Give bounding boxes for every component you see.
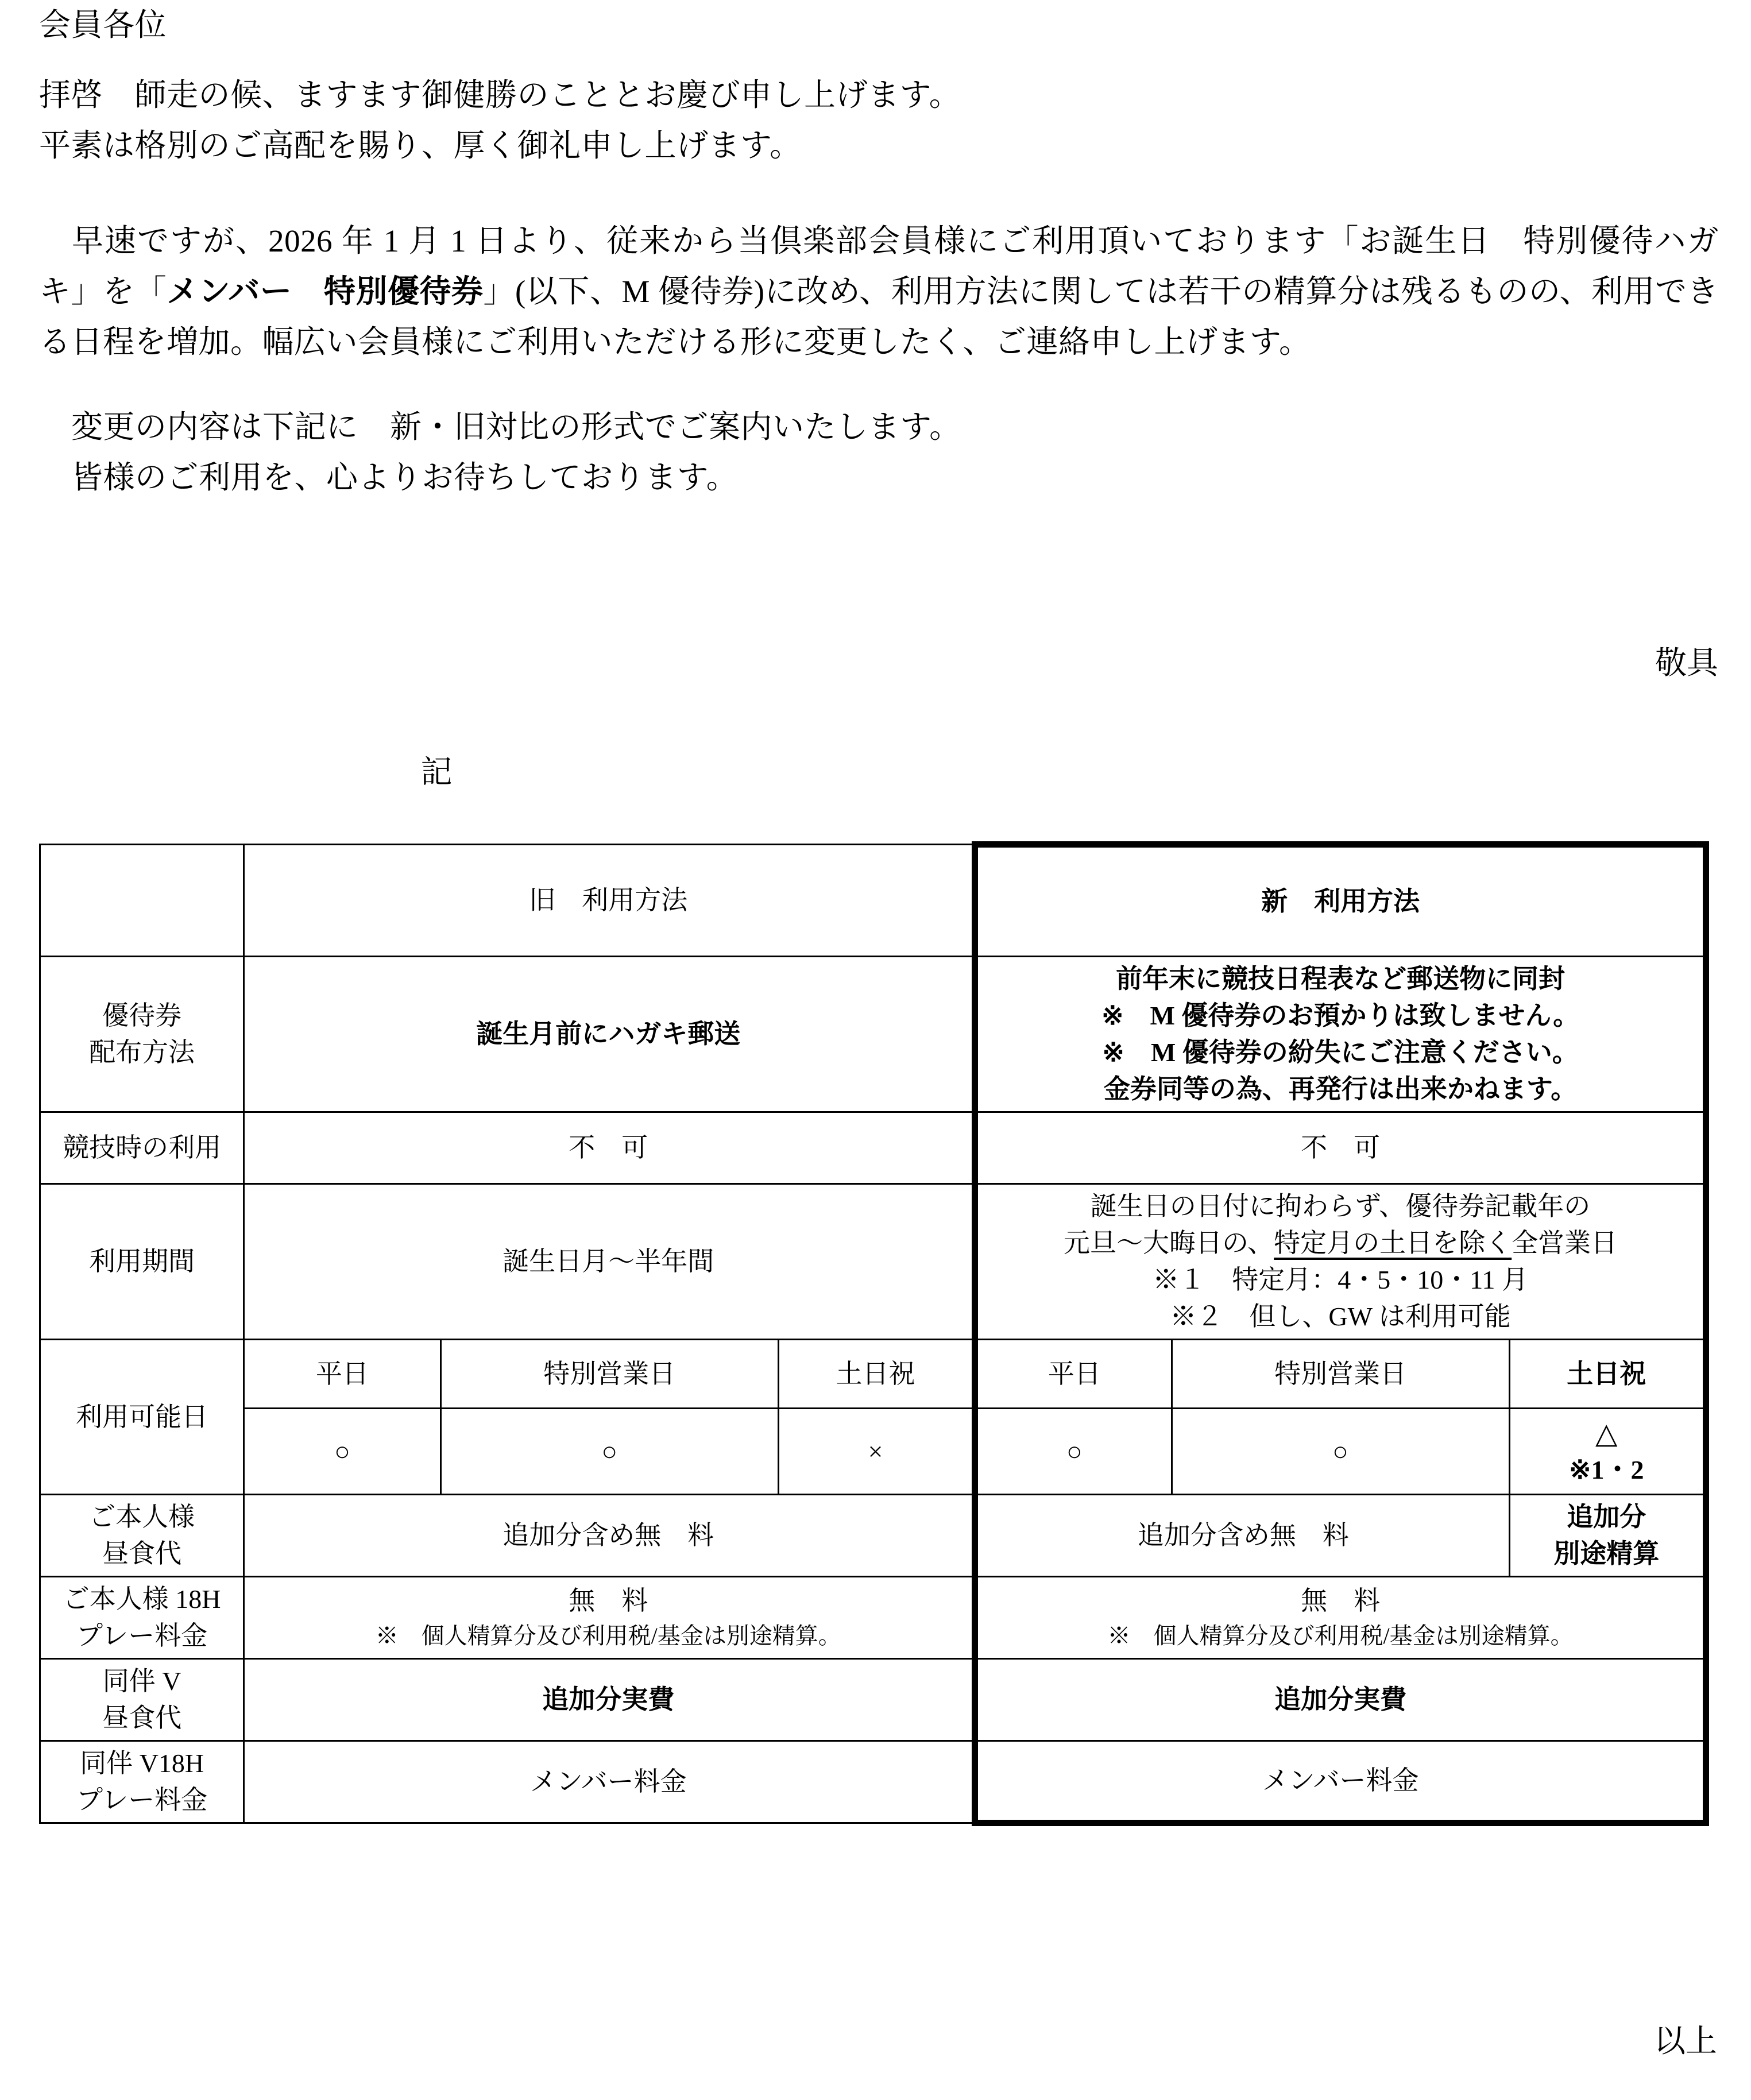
value-new-weekday: ○ <box>975 1409 1172 1495</box>
cell-period-new-line-2-b: 全営業日 <box>1512 1228 1618 1258</box>
row-distribution <box>40 957 1706 1112</box>
cell-period-new-line-4: ※２ 但し、GW は利用可能 <box>1170 1302 1511 1331</box>
row-label-guest-lunch-line-2: 昼食代 <box>102 1703 182 1732</box>
value-new-special: ○ <box>1172 1409 1509 1495</box>
cell-guest-lunch-new: 追加分実費 <box>975 1659 1706 1741</box>
value-new-weekend <box>1509 1409 1706 1495</box>
spacer <box>39 51 1719 70</box>
cell-guest-play-old: メンバー料金 <box>244 1741 975 1823</box>
greeting-line-2: 平素は格別のご高配を賜り、厚く御礼申し上げます。 <box>39 128 802 163</box>
body-paragraph-emphasis: メンバー 特別優待券 <box>167 274 484 309</box>
cell-member-lunch-new-weekend <box>1509 1495 1706 1577</box>
heading-kigo: 記 <box>420 755 453 790</box>
row-label-guest-lunch <box>40 1659 244 1741</box>
comparison-table-wrapper <box>39 841 1709 1826</box>
row-label-member-lunch <box>40 1495 244 1577</box>
cell-member-lunch-old: 追加分含め無 料 <box>244 1495 975 1577</box>
cell-member-play-old-line-1: 無 料 <box>569 1586 648 1615</box>
row-member-lunch <box>40 1495 1706 1577</box>
value-old-weekend: × <box>778 1409 975 1495</box>
cell-period-new-line-2-underlined: 特定月の土日を除く <box>1274 1228 1512 1258</box>
cell-period-new <box>975 1184 1706 1340</box>
header-blank-cell <box>40 845 244 957</box>
cell-member-lunch-new: 追加分含め無 料 <box>975 1495 1509 1577</box>
cell-member-play-new <box>975 1577 1706 1659</box>
cell-member-lunch-new-weekend-line-2: 別途精算 <box>1553 1539 1660 1568</box>
cell-distribution-new-line-1: 前年末に競技日程表など郵送物に同封 <box>1116 964 1566 993</box>
row-label-guest-lunch-line-1: 同伴 V <box>102 1666 181 1696</box>
row-label-member-play <box>40 1577 244 1659</box>
cell-guest-play-new: メンバー料金 <box>975 1741 1706 1823</box>
subheader-old-weekday: 平日 <box>244 1340 440 1409</box>
value-old-weekday: ○ <box>244 1409 440 1495</box>
row-label-guest-play <box>40 1741 244 1823</box>
cell-member-play-old-line-2: ※ 個人精算分及び利用税/基金は別途精算。 <box>375 1623 841 1649</box>
row-label-guest-play-line-1: 同伴 V18H <box>80 1749 204 1778</box>
row-label-distribution-line-1: 優待券 <box>102 1001 182 1030</box>
cell-distribution-new-line-3: ※ M 優待券の紛失にご注意ください。 <box>1102 1038 1579 1067</box>
closing-keigu: 敬具 <box>1655 645 1718 680</box>
subheader-old-weekend: 土日祝 <box>778 1340 975 1409</box>
cell-period-new-line-2 <box>983 1225 1698 1262</box>
row-period <box>40 1184 1706 1340</box>
row-label-distribution-line-2: 配布方法 <box>89 1038 195 1067</box>
row-label-guest-play-line-2: プレー料金 <box>76 1785 208 1815</box>
cell-member-play-new-line-2: ※ 個人精算分及び利用税/基金は別途精算。 <box>1107 1623 1574 1649</box>
header-old-method: 旧 利用方法 <box>244 845 975 957</box>
row-available-days-header <box>40 1340 1706 1409</box>
row-label-distribution <box>40 957 244 1112</box>
header-new-method: 新 利用方法 <box>975 845 1706 957</box>
subheader-new-special: 特別営業日 <box>1172 1340 1509 1409</box>
value-new-weekend-note: ※1・2 <box>1568 1455 1644 1484</box>
closing-ijou: 以上 <box>1653 2024 1717 2059</box>
cell-competition-new: 不 可 <box>975 1112 1706 1184</box>
cell-distribution-new <box>975 957 1706 1112</box>
row-label-member-lunch-line-1: ご本人様 <box>89 1502 195 1532</box>
row-available-days-values <box>40 1409 1706 1495</box>
comparison-table <box>39 841 1709 1826</box>
value-new-weekend-symbol: △ <box>1595 1417 1618 1449</box>
row-label-member-lunch-line-2: 昼食代 <box>102 1539 182 1568</box>
cell-distribution-new-line-2: ※ M 優待券のお預かりは致しません。 <box>1101 1001 1580 1030</box>
greeting-line-1: 拝啓 師走の候、ますます御健勝のこととお慶び申し上げます。 <box>39 78 961 113</box>
salutation: 会員各位 <box>39 7 167 42</box>
body-paragraph-part-b: 」(以下、M 優待券)に改め、利用方法に関しては若干の精算分は残るものの、利用できる日程を増加。幅広い会員様にご利用いただける形に変更したく、ご連絡申し上げます。 <box>39 274 1719 359</box>
row-label-member-play-line-1: ご本人様 18H <box>63 1584 221 1614</box>
body-paragraph <box>39 216 1719 368</box>
row-competition <box>40 1112 1706 1184</box>
cell-member-lunch-new-weekend-line-1: 追加分 <box>1567 1502 1646 1532</box>
row-guest-lunch <box>40 1659 1706 1741</box>
spacer <box>39 368 1719 402</box>
cell-period-new-line-2-a: 元旦～大晦日の、 <box>1064 1228 1274 1258</box>
row-label-period: 利用期間 <box>40 1184 244 1340</box>
row-label-competition: 競技時の利用 <box>40 1112 244 1184</box>
subheader-new-weekday: 平日 <box>975 1340 1172 1409</box>
cell-period-new-line-3: ※１ 特定月：4・5・10・11 月 <box>1153 1265 1528 1294</box>
notice-line-1: 変更の内容は下記に 新・旧対比の形式でご案内いたします。 <box>71 409 961 444</box>
row-label-available-days: 利用可能日 <box>40 1340 244 1495</box>
row-label-member-play-line-2: プレー料金 <box>76 1621 208 1650</box>
cell-competition-old: 不 可 <box>244 1112 975 1184</box>
table-header-row <box>40 845 1706 957</box>
cell-distribution-new-line-4: 金券同等の為、再発行は出来かねます。 <box>1103 1074 1578 1104</box>
row-member-play <box>40 1577 1706 1659</box>
notice-line-2: 皆様のご利用を、心よりお待ちしております。 <box>71 460 739 495</box>
subheader-new-weekend: 土日祝 <box>1509 1340 1706 1409</box>
value-old-special: ○ <box>440 1409 778 1495</box>
letter-body <box>39 0 1719 503</box>
spacer <box>39 171 1719 216</box>
subheader-old-special: 特別営業日 <box>440 1340 778 1409</box>
row-guest-play <box>40 1741 1706 1823</box>
cell-member-play-new-line-1: 無 料 <box>1301 1586 1381 1615</box>
cell-guest-lunch-old: 追加分実費 <box>244 1659 975 1741</box>
cell-period-new-line-1: 誕生日の日付に拘わらず、優待券記載年の <box>1090 1192 1591 1221</box>
cell-member-play-old <box>244 1577 975 1659</box>
cell-distribution-old: 誕生月前にハガキ郵送 <box>244 957 975 1112</box>
body-paragraph-part-a: 早速ですが、2026 年 1 月 1 日より、従来から当倶楽部会員様にご利用頂いております「お誕生日 特別優待ハガキ」を「 <box>39 223 1719 309</box>
cell-period-old: 誕生日月～半年間 <box>244 1184 975 1340</box>
